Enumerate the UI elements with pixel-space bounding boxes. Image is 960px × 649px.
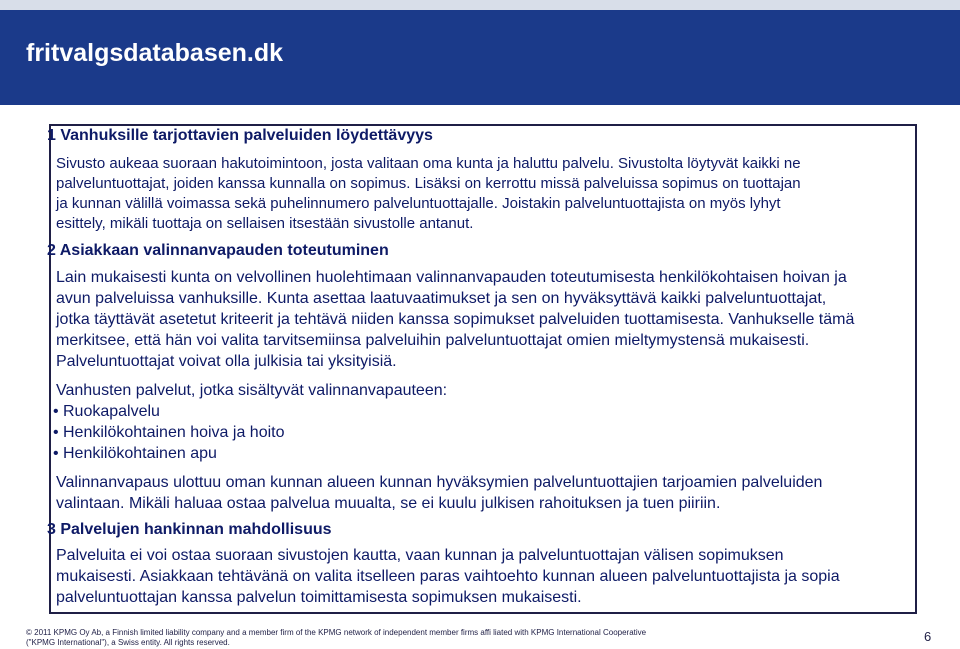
section-3-line: palveluntuottajan kanssa palvelun toimittamisesta sopimuksen mukaisesti.	[56, 589, 582, 606]
section-2-closing-line: valintaan. Mikäli haluaa ostaa palvelua muualta, se ei kuulu julkisen rahoituksen ja tuen piiriin.	[56, 495, 721, 512]
section-1-line: Sivusto aukeaa suoraan hakutoimintoon, josta valitaan oma kunta ja haluttu palvelu. Sivustolta löytyvät kaikki ne	[56, 155, 801, 172]
copyright-footer	[26, 628, 676, 648]
section-2-line: jotka täyttävät asetetut kriteerit ja tehtävä niiden kanssa sopimukset palveluiden tuottamisesta. Vanhukselle tämä	[56, 311, 855, 328]
section-1-heading: 1 Vanhuksille tarjottavien palveluiden löydettävyys	[47, 127, 433, 144]
section-2-body	[47, 267, 917, 372]
section-3-heading: 3 Palvelujen hankinnan mahdollisuus	[47, 521, 332, 538]
section-2-line: Lain mukaisesti kunta on velvollinen huolehtimaan valinnanvapauden toteutumisesta henkilökohtaisen hoivan ja	[56, 269, 847, 286]
page-number: 6	[924, 629, 932, 644]
section-2-closing-line: Valinnanvapaus ulottuu oman kunnan alueen kunnan hyväksymien palveluntuottajien tarjoamien palveluiden	[56, 474, 823, 491]
section-1-line: esittely, mikäli tuottaja on sellaisen itsestään sivustolle antanut.	[56, 215, 474, 232]
section-3-body	[47, 545, 917, 608]
section-2-list-intro: Vanhusten palvelut, jotka sisältyvät valinnanvapauteen:	[56, 382, 448, 399]
section-3-line: mukaisesti. Asiakkaan tehtävänä on valita itselleen paras vaihtoehto kunnan alueen palveluntuottajista ja sopia	[56, 568, 840, 585]
section-1-line: ja kunnan välillä voimassa sekä puhelinnumero palveluntuottajalle. Joistakin palveluntuottajista on myös lyhyt	[56, 195, 781, 212]
section-2-line: Palveluntuottajat voivat olla julkisia tai yksityisiä.	[56, 353, 397, 370]
copyright-line: ("KPMG International"), a Swiss entity. All rights reserved.	[26, 638, 230, 647]
list-item: • Henkilökohtainen apu	[47, 443, 917, 464]
section-3-line: Palveluita ei voi ostaa suoraan sivustojen kautta, vaan kunnan ja palveluntuottajan välisen sopimuksen	[56, 547, 784, 564]
slide-content	[47, 127, 917, 608]
copyright-line: © 2011 KPMG Oy Ab, a Finnish limited liability company and a member firm of the KPMG network of independent member firms affi liated with KPMG International Cooperative	[26, 628, 647, 637]
section-1-line: palveluntuottajat, joiden kanssa kunnalla on sopimus. Lisäksi on kerrottu missä palveluissa sopimus on tuottajan	[56, 175, 801, 192]
list-item: • Henkilökohtainen hoiva ja hoito	[47, 422, 917, 443]
slide-header	[0, 0, 960, 105]
list-item: • Ruokapalvelu	[47, 401, 917, 422]
section-1-body	[47, 154, 917, 234]
slide-title: fritvalgsdatabasen.dk	[26, 39, 284, 67]
section-2-line: merkitsee, että hän voi valita tarvitsemiinsa palveluihin palveluntuottajat omien mieltymystensä mukaisesti.	[56, 332, 810, 349]
service-list	[47, 401, 917, 464]
section-2-line: avun palveluissa vanhuksille. Kunta asettaa laatuvaatimukset ja sen on hyväksyttävä kaikki palveluntuottajat,	[56, 290, 827, 307]
section-2-closing	[47, 472, 917, 514]
section-2-heading: 2 Asiakkaan valinnanvapauden toteutuminen	[47, 242, 389, 259]
header-top-strip	[0, 0, 960, 10]
